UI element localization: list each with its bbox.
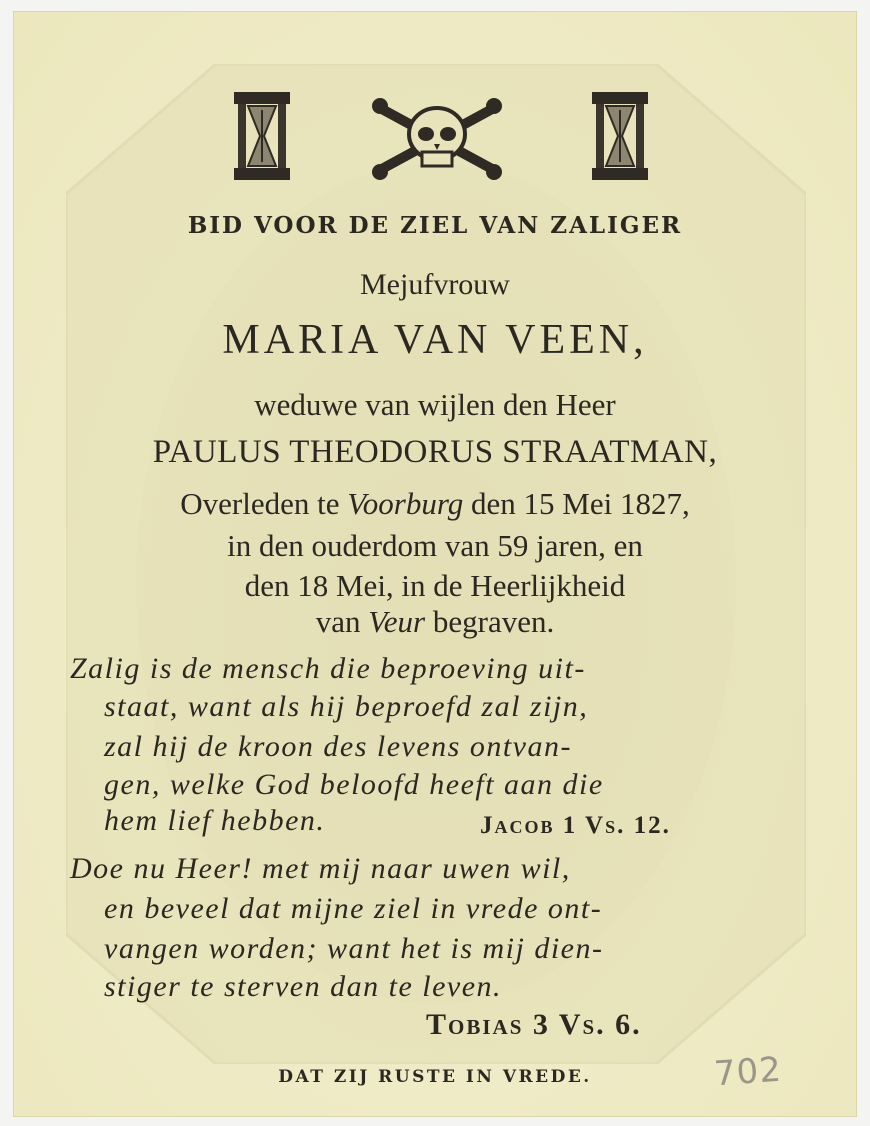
death-line-1 xyxy=(14,486,856,522)
death-line-4-suffix: begraven. xyxy=(425,604,555,639)
verse-line: en beveel dat mijne ziel in vrede ont- xyxy=(104,892,603,925)
death-line-1-prefix: Overleden te xyxy=(180,486,348,521)
death-line-4 xyxy=(14,604,856,640)
verse-line: Doe nu Heer! met mij naar uwen wil, xyxy=(70,852,571,885)
verse-line: hem lief hebben. xyxy=(104,804,326,837)
title-line: Mejufvrouw xyxy=(360,268,510,301)
verse-line: Zalig is de mensch die beproeving uit- xyxy=(70,652,586,685)
hourglass-icon xyxy=(590,90,650,182)
deceased-name: MARIA VAN VEEN, xyxy=(222,317,648,363)
burial-place: Veur xyxy=(368,604,426,639)
emblem-row xyxy=(14,90,856,190)
verse-reference: Tobias 3 Vs. 6. xyxy=(426,1008,642,1041)
memorial-card xyxy=(14,12,856,1116)
husband-name: PAULUS THEODORUS STRAATMAN, xyxy=(152,434,718,470)
verse-line: zal hij de kroon des levens ontvan- xyxy=(104,730,572,763)
death-date: den 15 Mei 1827, xyxy=(463,486,690,521)
death-line-3: den 18 Mei, in de Heerlijkheid xyxy=(244,568,626,603)
death-line-2: in den ouderdom van 59 jaren, en xyxy=(227,528,643,563)
verse-line: vangen worden; want het is mij dien- xyxy=(104,932,604,965)
prayer-heading: BID VOOR DE ZIEL VAN ZALIGER xyxy=(187,212,683,239)
death-place: Voorburg xyxy=(347,486,464,521)
verse-reference: Jacob 1 Vs. 12. xyxy=(480,812,671,839)
verse-line: stiger te sterven dan te leven. xyxy=(104,970,503,1003)
catalog-number: 702 xyxy=(712,1049,784,1095)
relation-line: weduwe van wijlen den Heer xyxy=(254,387,616,422)
verse-line: staat, want als hij beproefd zal zijn, xyxy=(104,690,589,723)
death-line-4-prefix: van xyxy=(315,604,369,639)
skull-crossbones-icon xyxy=(372,98,502,180)
hourglass-icon xyxy=(232,90,292,182)
verse-line: gen, welke God beloofd heeft aan die xyxy=(104,768,604,801)
closing-line: DAT ZIJ RUSTE IN VREDE. xyxy=(278,1067,592,1087)
